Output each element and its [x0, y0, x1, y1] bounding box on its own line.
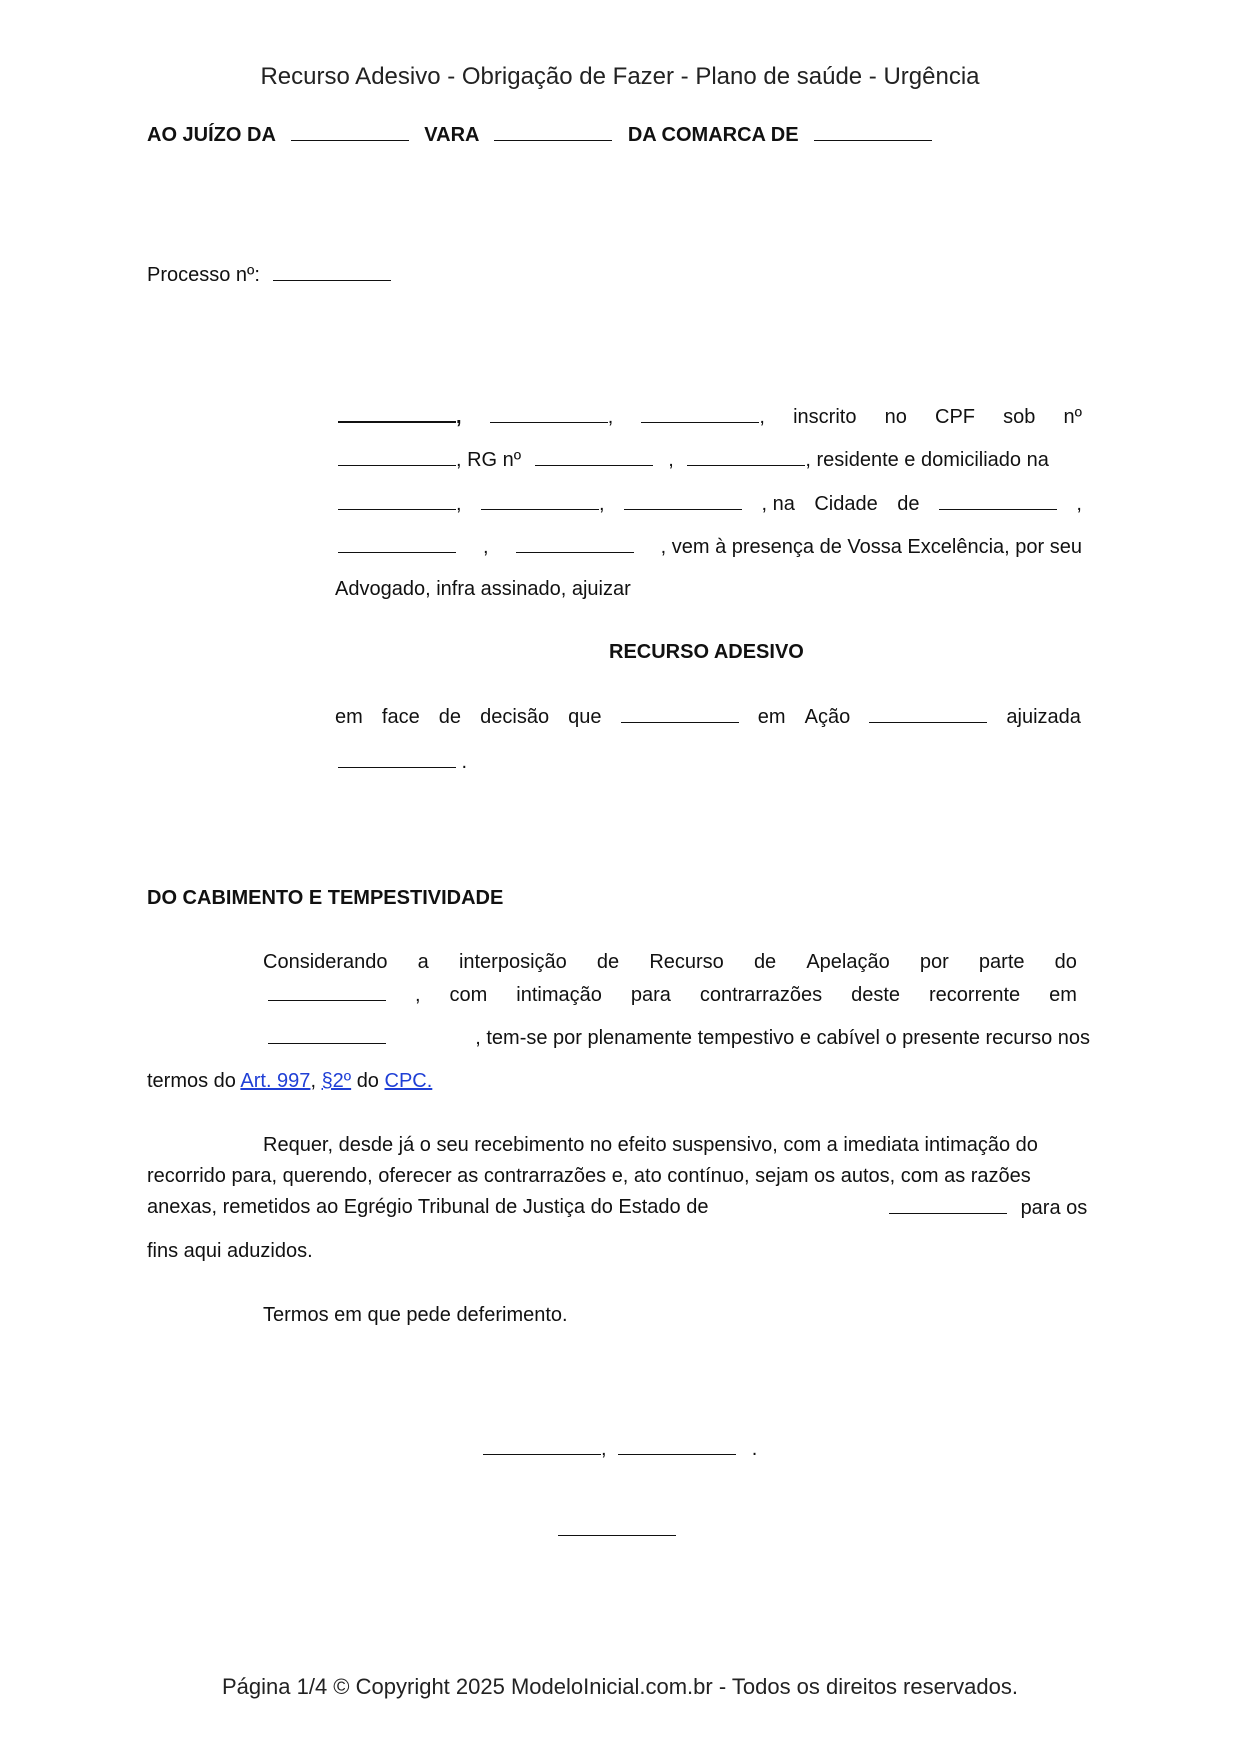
word: Cidade	[814, 493, 878, 515]
blank-field	[889, 1195, 1007, 1214]
word: face	[381, 706, 420, 728]
requer-line-4: fins aqui aduzidos.	[147, 1240, 313, 1262]
word: com	[449, 984, 488, 1006]
residente-text: , residente e domiciliado na	[805, 449, 1049, 471]
considerando-line-1	[263, 950, 1077, 974]
word: a	[417, 951, 429, 973]
paragraph-2-link[interactable]: §2º	[321, 1070, 352, 1092]
signature-line	[558, 1517, 676, 1542]
considerando-line-2: , com intimação para contrarrazões deste recorrente em	[268, 982, 1077, 1007]
cpc-link[interactable]: CPC.	[384, 1070, 433, 1092]
word: Ação	[804, 706, 851, 728]
document-header-title: Recurso Adesivo - Obrigação de Fazer - Plano de saúde - Urgência	[260, 63, 980, 90]
word: , na	[761, 493, 795, 515]
word: em	[335, 706, 363, 728]
address-comarca: DA COMARCA DE	[627, 124, 799, 146]
word: decisão	[480, 706, 550, 728]
blank-field	[618, 1436, 736, 1455]
para-os-text: para os	[1020, 1197, 1088, 1219]
blank-field	[483, 1436, 601, 1455]
address-line	[147, 122, 932, 147]
word: Recurso	[649, 951, 724, 973]
blank-field	[939, 491, 1057, 510]
processo-label: Processo nº:	[147, 264, 260, 286]
requer-line-3-end	[889, 1195, 1087, 1220]
word: recorrente	[929, 984, 1021, 1006]
do-text: do	[356, 1070, 379, 1092]
document-footer: Página 1/4 © Copyright 2025 ModeloInicial.com.br - Todos os direitos reservados.	[222, 1674, 1018, 1699]
blank-field	[516, 534, 634, 553]
blank-field	[687, 447, 805, 466]
word: para	[630, 984, 671, 1006]
word: interposição	[458, 951, 567, 973]
word: Apelação	[806, 951, 890, 973]
qualification-line-2: , RG nº , , residente e domiciliado na	[338, 447, 1049, 472]
address-vara: VARA	[424, 124, 479, 146]
blank-field	[558, 1517, 676, 1536]
word: deste	[851, 984, 901, 1006]
closing-text: Termos em que pede deferimento.	[263, 1304, 568, 1326]
qualification-line-5: Advogado, infra assinado, ajuizar	[335, 578, 631, 600]
word: que	[568, 706, 602, 728]
word: ajuizada	[1006, 706, 1081, 728]
processo-line	[147, 262, 391, 287]
word: de	[438, 706, 462, 728]
blank-field	[338, 534, 456, 553]
word: sob	[1003, 406, 1036, 428]
word: nº	[1063, 406, 1082, 428]
word: em	[757, 706, 786, 728]
word: intimação	[516, 984, 602, 1006]
qualification-line-3: , , , na Cidade de ,	[338, 491, 1082, 516]
face-line-1	[335, 704, 1081, 729]
face-line-2: .	[338, 749, 467, 774]
art-997-link[interactable]: Art. 997	[240, 1070, 311, 1092]
word: por	[919, 951, 949, 973]
blank-field	[268, 1025, 386, 1044]
word: no	[884, 406, 907, 428]
requer-line-3: anexas, remetidos ao Egrégio Tribunal de Justiça do Estado de	[147, 1196, 709, 1218]
blank-field	[535, 447, 653, 466]
requer-line-2: recorrido para, querendo, oferecer as contrarrazões e, ato contínuo, sejam os autos, com as razões	[147, 1165, 1031, 1187]
date-place-line: , .	[483, 1436, 757, 1461]
considerando-line-3	[268, 1025, 1090, 1050]
blank-field	[291, 122, 409, 141]
word: de	[897, 493, 920, 515]
word: de	[753, 951, 777, 973]
blank-field	[268, 982, 386, 1001]
blank-field	[641, 404, 759, 423]
word: CPF	[935, 406, 975, 428]
blank-field	[273, 262, 391, 281]
requer-line-1: Requer, desde já o seu recebimento no efeito suspensivo, com a imediata intimação do	[263, 1134, 1038, 1156]
word: do	[1054, 951, 1077, 973]
considerando-text: , tem-se por plenamente tempestivo e cabível o presente recurso nos	[475, 1027, 1090, 1049]
word: parte	[978, 951, 1025, 973]
word: contrarrazões	[699, 984, 823, 1006]
qualification-line-1: , , , inscrito no CPF sob nº	[338, 403, 1082, 429]
termos-do-text: termos do	[147, 1070, 236, 1092]
word: Considerando	[263, 951, 388, 973]
blank-field	[338, 749, 456, 768]
blank-field	[621, 704, 739, 723]
blank-field	[338, 447, 456, 466]
recurso-title: RECURSO ADESIVO	[609, 641, 804, 663]
blank-field	[338, 403, 456, 423]
blank-field	[624, 491, 742, 510]
address-ao-juizo: AO JUÍZO DA	[147, 124, 276, 146]
considerando-line-4: termos do Art. 997, §2º do CPC.	[147, 1070, 433, 1092]
vem-text: , vem à presença de Vossa Excelência, por seu	[660, 536, 1082, 558]
blank-field	[490, 404, 608, 423]
blank-field	[814, 122, 932, 141]
blank-field	[869, 704, 987, 723]
blank-field	[481, 491, 599, 510]
section-title: DO CABIMENTO E TEMPESTIVIDADE	[147, 887, 504, 909]
rg-label: , RG nº	[456, 449, 522, 471]
word: inscrito	[793, 406, 857, 428]
word: em	[1049, 984, 1077, 1006]
blank-field	[494, 122, 612, 141]
word: de	[596, 951, 620, 973]
qualification-line-4: , , vem à presença de Vossa Excelência, por seu	[338, 534, 1082, 559]
blank-field	[338, 491, 456, 510]
